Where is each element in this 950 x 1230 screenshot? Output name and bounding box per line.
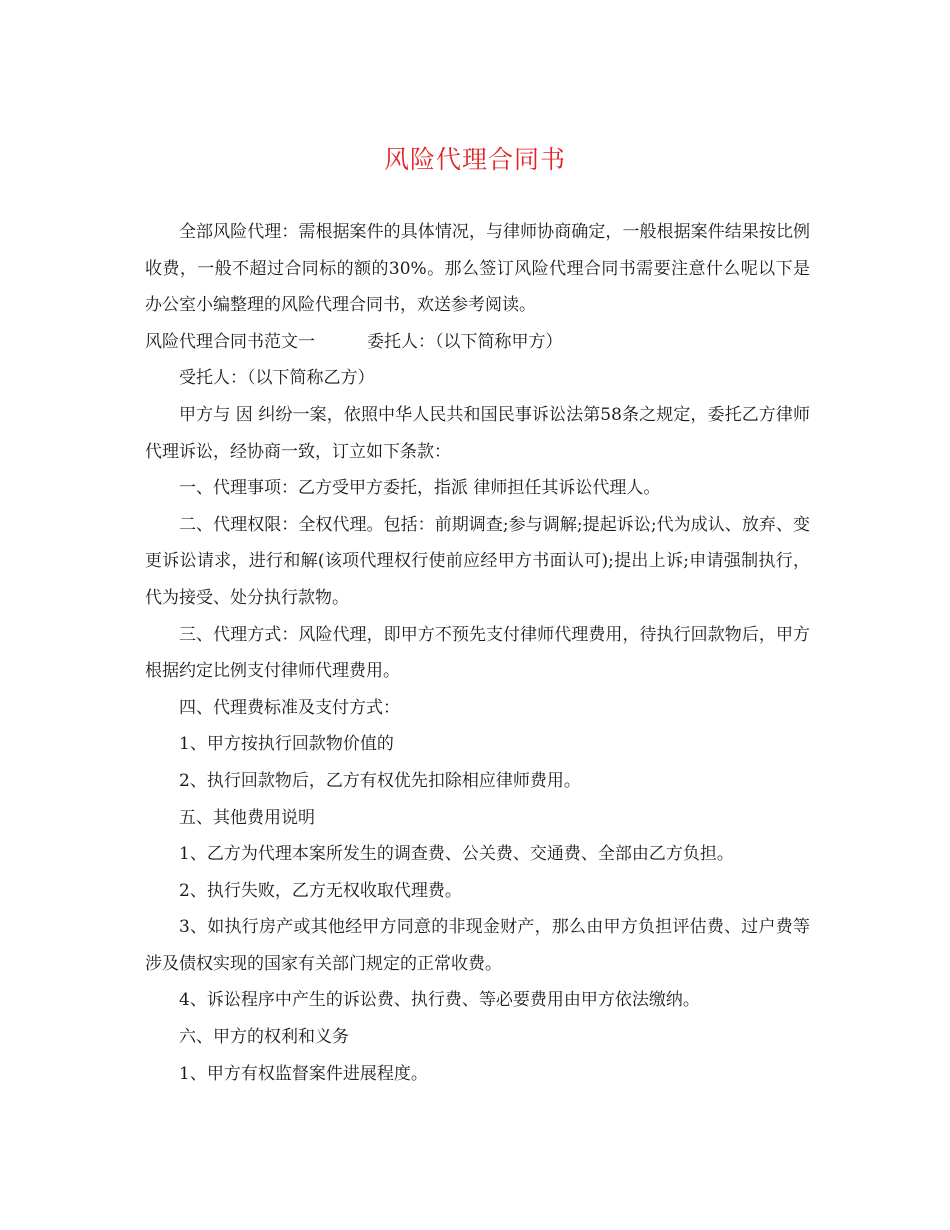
intro-paragraph: 全部风险代理：需根据案件的具体情况，与律师协商确定，一般根据案件结果按比例收费，一般不超过合同标的额的30%。那么签订风险代理合同书需要注意什么呢以下是办公室小编整理的风险代理合同书，欢送参考阅读。	[145, 222, 810, 316]
client-line: 委托人：（以下简称甲方）	[367, 331, 563, 352]
clause-paragraph: 3、如执行房产或其他经甲方同意的非现金财产，那么由甲方负担评估费、过户费等涉及债权实现的国家有关部门规定的正常收费。	[145, 917, 810, 974]
clause-paragraph: 1、乙方为代理本案所发生的调查费、公关费、交通费、全部由乙方负担。	[179, 844, 734, 865]
document-title: 风险代理合同书	[383, 145, 566, 174]
clause-paragraph: 五、其他费用说明	[179, 807, 315, 828]
clause-paragraph: 六、甲方的权利和义务	[179, 1027, 349, 1048]
agent-line: 受托人：（以下简称乙方）	[179, 368, 375, 389]
sample-heading: 风险代理合同书范文一	[145, 331, 315, 352]
clause-paragraph: 2、执行失败，乙方无权收取代理费。	[179, 880, 462, 901]
clause-paragraph: 1、甲方按执行回款物价值的	[179, 734, 394, 755]
clause-paragraph: 四、代理费标准及支付方式：	[179, 697, 400, 718]
clause-paragraph: 甲方与 因 纠纷一案，依照中华人民共和国民事诉讼法第58条之规定，委托乙方律师代理诉讼，经协商一致，订立如下条款：	[145, 404, 810, 462]
clause-paragraph: 2、执行回款物后，乙方有权优先扣除相应律师费用。	[179, 770, 581, 791]
clause-paragraph: 三、代理方式：风险代理，即甲方不预先支付律师代理费用，待执行回款物后，甲方根据约定比例支付律师代理费用。	[145, 624, 810, 682]
document-body	[145, 214, 810, 1092]
clause-paragraph: 二、代理权限：全权代理。包括：前期调查;参与调解;提起诉讼;代为成认、放弃、变更诉讼请求，进行和解(该项代理权行使前应经甲方书面认可);提出上诉;申请强制执行，代为接受、处分执行款物。	[145, 514, 810, 608]
clause-paragraph: 1、甲方有权监督案件进展程度。	[179, 1063, 428, 1084]
sample-heading-line	[145, 324, 810, 361]
clause-paragraph: 一、代理事项：乙方受甲方委托，指派 律师担任其诉讼代理人。	[179, 478, 661, 499]
clause-paragraph: 4、诉讼程序中产生的诉讼费、执行费、等必要费用由甲方依法缴纳。	[179, 990, 700, 1011]
